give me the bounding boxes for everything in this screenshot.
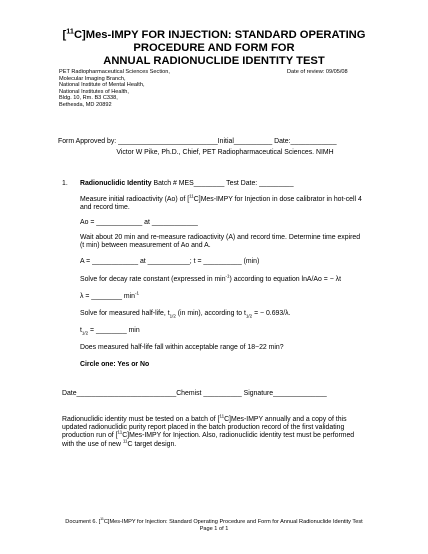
ao-field: Ao = ____________ at ____________ [80, 219, 198, 226]
a-field: A = ____________ at ___________; t = __________ (min) [80, 258, 260, 265]
measure-instruction: Measure initial radioactivity (Ao) of [$^{11}$C]Mes-IMPY for Injection in dose calibrator in hot-cell 4 and record time. [80, 193, 362, 212]
solve-half-life-instruction: Solve for measured half-life, $t_{1/2}$ (in min), according to $t_{1/2}$ = − 0.693/λ. [80, 310, 291, 319]
title-line-2: PROCEDURE AND FORM FOR [133, 42, 295, 54]
title-line-1: [$^{11}$C]Mes-IMPY FOR INJECTION: STANDARD OPERATING [62, 26, 366, 41]
annual-test-note: Radionuclidic identity must be tested on a batch of [$^{11}$C]Mes-IMPY annually and a copy of this updated radionuclidic purity report placed in the batch production record of the first validating production run of [$^{11}$C]Mes-IMPY for Injection. Also, radionuclidic identity test must be performed with the use of new $^{11}$C target design. [62, 413, 355, 448]
section-heading-line [80, 180, 294, 188]
address-line: PET Radiopharmaceutical Sciences Section, [59, 69, 170, 75]
date-of-review: Date of review: 09/05/08 [287, 69, 348, 75]
lambda-field: λ = ________ $\min^{-1}$ [80, 290, 139, 300]
half-life-field: $t_{1/2}$ = ________ min [80, 327, 140, 336]
address-line: National Institute of Mental Health, [59, 82, 145, 89]
batch-line: Batch # MES________ Test Date: _________ [151, 180, 294, 187]
title-line-3: ANNUAL RADIONUCLIDE IDENTITY TEST [103, 55, 325, 67]
page-number: Page 1 of 1 [199, 525, 229, 532]
footer-document-title: Document 6. [$^{11}$C]Mes-IMPY for Injection: Standard Operating Procedure and Form for Annual Radionuclide Identity Test [65, 517, 363, 525]
approver-name: Victor W Pike, Ph.D., Chief, PET Radiopharmaceutical Sciences. NIMH [116, 149, 334, 156]
wait-instruction: Wait about 20 min and re-measure radioactivity (A) and record time. Determine time expired (t min) between measurement of Ao and A. [80, 234, 361, 250]
solve-decay-instruction: Solve for decay rate constant (expressed in $\min^{-1}$) according to equation lnA/Ao = − λt [80, 273, 341, 283]
section-number: 1. [62, 180, 68, 187]
circle-one-answer: Circle one: Yes or No [80, 361, 150, 368]
page-footer [0, 519, 428, 532]
address-line: Bldg. 10, Rm. B3 C338, [59, 95, 118, 102]
signature-line: Date__________________________Chemist __________ Signature______________ [62, 390, 327, 397]
document-title [0, 26, 428, 68]
address-line: National Institutes of Health, [59, 88, 129, 95]
address-line: Molecular Imaging Branch, [59, 75, 126, 82]
address-line: Bethesda, MD 20892 [59, 101, 112, 108]
acceptance-question: Does measured half-life fall within acceptable range of 18−22 min? [80, 344, 284, 351]
form-approved-line: Form Approved by: __________________________Initial__________ Date:____________ [58, 138, 337, 145]
address-block [59, 69, 170, 109]
section-heading: Radionuclidic Identity [80, 180, 152, 187]
